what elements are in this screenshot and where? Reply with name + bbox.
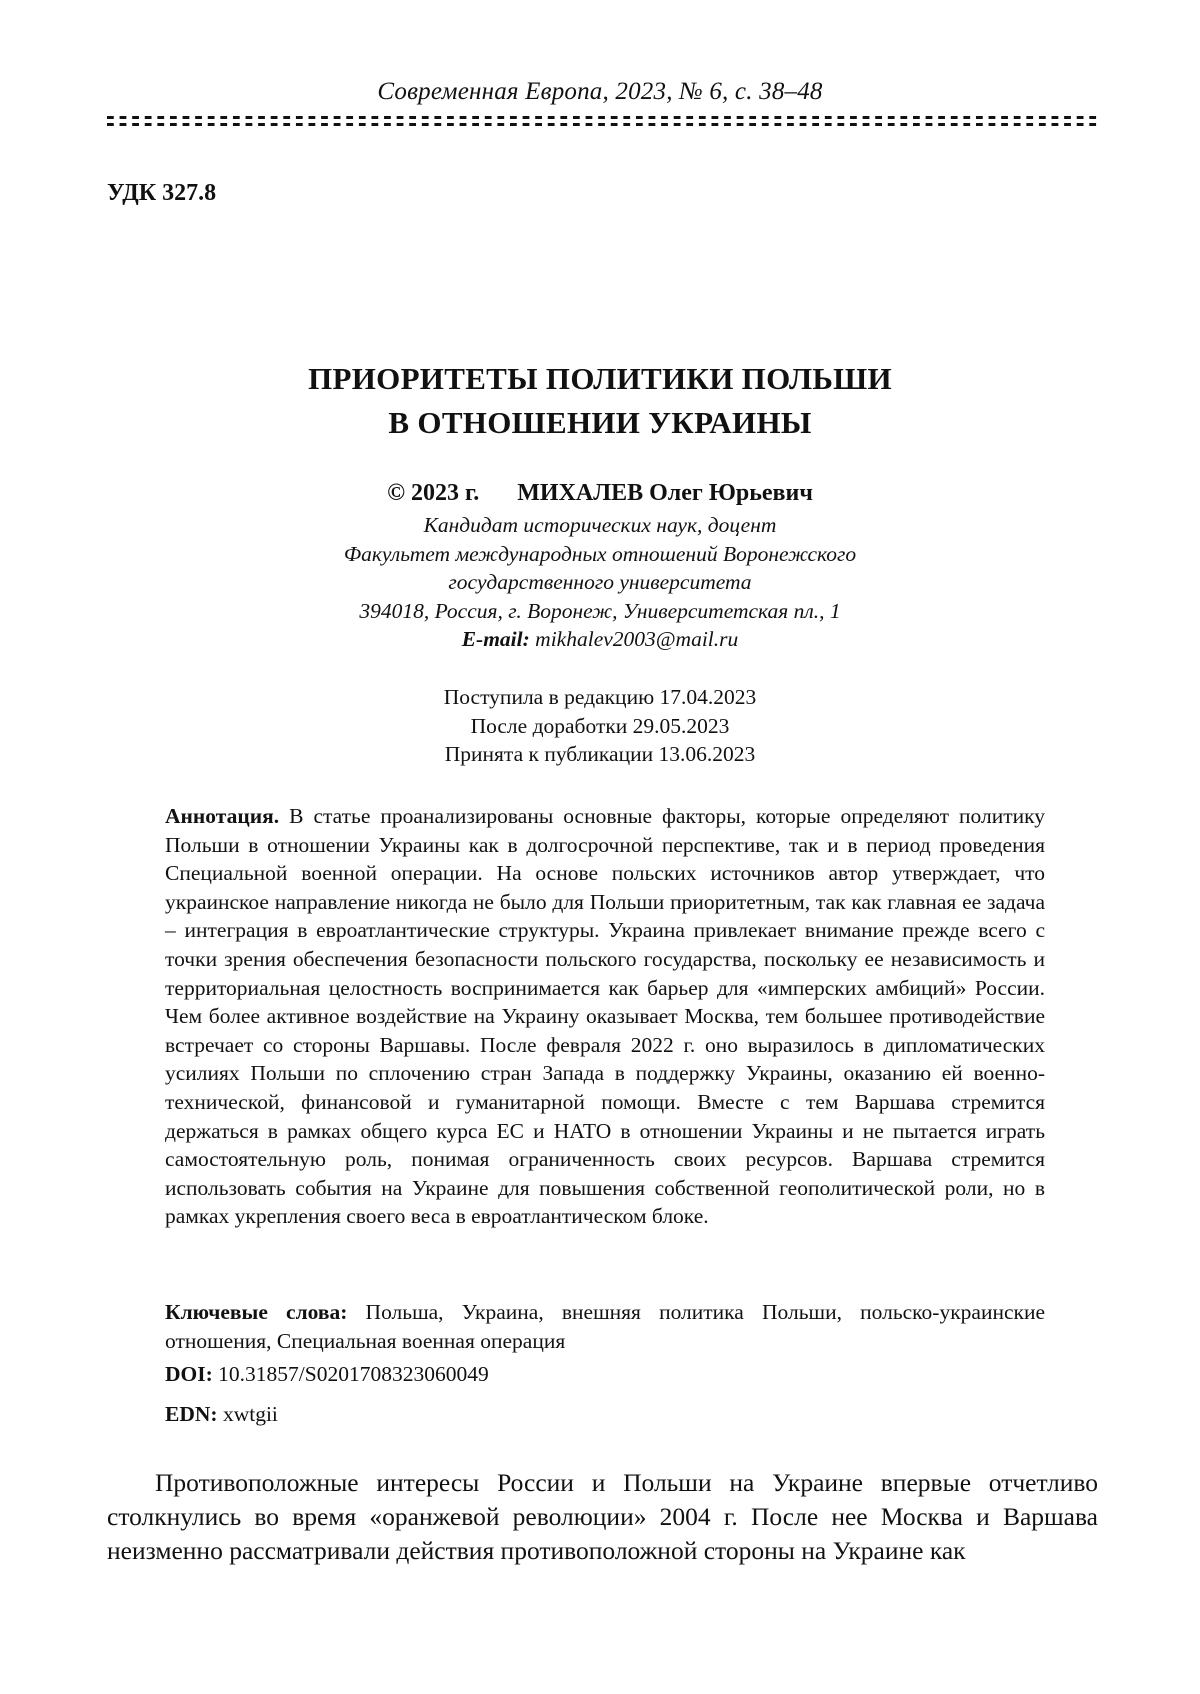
author-address: 394018, Россия, г. Воронеж, Университетская пл., 1 (359, 598, 841, 623)
abstract (165, 802, 1045, 1231)
doi-line (165, 1362, 489, 1387)
journal-header: Современная Европа, 2023, № 6, с. 38–48 (377, 78, 823, 105)
author-line (0, 480, 1200, 507)
author-faculty-line-2: государственного университета (448, 570, 752, 594)
body-paragraph: Противоположные интересы России и Польши на Украине впервые отчетливо столкнулись во время «оранжевой революции» 2004 г. После нее Москва и Варшава неизменно рассматривали действия противоположной стороны на Украине как (107, 1468, 1098, 1565)
date-revised: После доработки 29.05.2023 (470, 713, 730, 738)
date-accepted: Принята к публикации 13.06.2023 (444, 742, 756, 766)
edn-value: xwtgii (222, 1402, 278, 1426)
keywords-text: Польша, Украина, внешняя политика Польши, польско-украинские отношения, Специальная военная операция (165, 1300, 1045, 1353)
doi-value[interactable]: 10.31857/S0201708323060049 (218, 1362, 489, 1386)
author-affiliation (0, 511, 1200, 654)
date-received: Поступила в редакцию 17.04.2023 (443, 685, 757, 709)
edn-line (165, 1402, 278, 1427)
author-name: МИХАЛЕВ Олег Юрьевич (517, 480, 813, 506)
doi-label: DOI: (165, 1362, 213, 1386)
abstract-text: В статье проанализированы основные факторы, которые определяют политику Польши в отношении Украины как в долгосрочной перспективе, так и в период проведения Специальной военной операции. На основе польских источников автор утверждает, что украинское направление никогда не было для Польши приоритетным, так как главная ее задача – интеграция в евроатлантические структуры. Украина привлекает внимание прежде всего с точки зрения обеспечения безопасности польского государства, поскольку ее независимость и территориальная целостность воспринимается как барьер для «имперских амбиций» России. Чем более активное воздействие на Украину оказывает Москва, тем большее противодействие встречает со стороны Варшавы. После февраля 2022 г. оно выразилось в дипломатических усилиях Польши по сплочению стран Запада в поддержку Украины, оказанию ей военно-технической, финансовой и гуманитарной помощи. Вместе с тем Варшава стремится держаться в рамках общего курса ЕС и НАТО в отношении Украины и не пытается играть самостоятельную роль, понимая ограниченность своих ресурсов. Варшава стремится использовать события на Украине для повышения собственной геополитической роли, но в рамках укрепления своего веса в евроатлантическом блоке. (165, 804, 1045, 1229)
abstract-label: Аннотация. (165, 804, 280, 828)
keywords (165, 1298, 1045, 1355)
email-link[interactable]: mikhalev2003@mail.ru (535, 627, 739, 651)
edn-label: EDN: (165, 1402, 218, 1426)
author-faculty-line-1: Факультет международных отношений Воронежского (343, 541, 857, 566)
submission-dates (0, 683, 1200, 769)
header-divider (107, 115, 1098, 127)
title-line-2: В ОТНОШЕНИИ УКРАИНЫ (388, 405, 812, 440)
keywords-label: Ключевые слова: (165, 1300, 348, 1324)
title-line-1: ПРИОРИТЕТЫ ПОЛИТИКИ ПОЛЬШИ (308, 361, 892, 396)
email-label: E-mail: (461, 627, 530, 651)
udc-code: УДК 327.8 (107, 180, 217, 206)
author-email-line (0, 625, 1200, 654)
copyright-year: © 2023 г. (387, 480, 480, 506)
article-title (0, 357, 1200, 445)
author-degree: Кандидат исторических наук, доцент (423, 513, 777, 537)
